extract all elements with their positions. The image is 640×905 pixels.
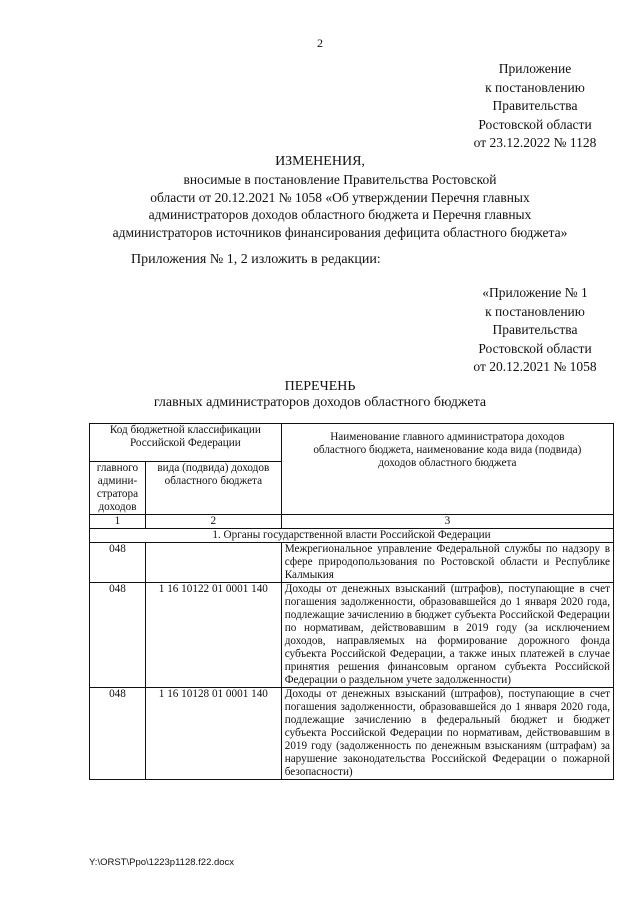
header-admin: главного админи-стратора доходов [90,462,146,515]
admin-code: 048 [90,583,146,688]
changes-line: администраторов источников финансирования дефицита областного бюджета» [112,224,568,240]
table-row [90,543,614,583]
appendix-line: от 23.12.2022 № 1128 [473,135,597,150]
header-code-group: Код бюджетной классификации Российской Федерации [90,424,282,462]
changes-line: вносимые в постановление Правительства Ростовской [183,172,497,187]
list-title: ПЕРЕЧЕНЬ [284,379,356,394]
col-number: 2 [145,515,281,529]
changes-line: администраторов доходов областного бюджета и Перечня главных [148,207,532,222]
changes-line: области от 20.12.2021 № 1058 «Об утверждении Перечня главных [150,189,530,205]
admin-code: 048 [90,543,146,583]
appendix1-line: Правительства [492,322,578,337]
section-row [90,529,614,543]
instruction-text: Приложения № 1, 2 изложить в редакции: [131,252,381,267]
table-header-row [90,424,614,462]
appendix1-line: к постановлению [485,303,585,319]
income-name: Доходы от денежных взысканий (штрафов), поступающие в счет погашения задолженности, образовавшейся до 1 января 2020 года, подлежащие зачислению в бюджет субъекта Российской Федерации по нормативам, действовавшим в 2019 году (за исключением доходов, направляемых на формирование дорожного фонда субъекта Российской Федерации, а также иных платежей в случае принятия решения финансовым органом субъекта Российской Федерации о раздельном учете задолженности) [281,583,613,688]
footer-file-path: Y:\ORST\Ppo\1223p1128.f22.docx [89,857,235,868]
table-row [90,688,614,780]
appendix1-line: «Приложение № 1 [482,285,588,300]
income-code [145,543,281,583]
header-kind: вида (подвида) доходов областного бюджета [145,462,281,515]
admin-code: 048 [90,688,146,780]
income-code: 1 16 10122 01 0001 140 [145,583,281,688]
appendix1-header [440,284,630,377]
section-title: 1. Органы государственной власти Российской Федерации [90,529,614,543]
administrators-table [89,423,614,780]
column-number-row [90,515,614,529]
appendix-header [440,60,630,153]
page-number: 2 [317,36,323,50]
changes-subtitle [60,171,620,241]
table-row [90,583,614,688]
appendix1-line: от 20.12.2021 № 1058 [473,359,597,374]
col-number: 3 [281,515,613,529]
changes-title: ИЗМЕНЕНИЯ, [275,154,365,169]
appendix-line: Приложение [498,61,572,76]
header-name: Наименование главного администратора доходов областного бюджета, наименование кода вида (подвида) доходов областного бюджета [281,424,613,515]
appendix1-line: Ростовской области [478,340,592,356]
col-number: 1 [90,515,146,529]
appendix-line: Ростовской области [478,116,592,132]
appendix-line: Правительства [492,98,578,113]
appendix-line: к постановлению [485,79,585,95]
list-subtitle: главных администраторов доходов областного бюджета [153,395,487,410]
income-name: Доходы от денежных взысканий (штрафов), поступающие в счет погашения задолженности, образовавшейся до 1 января 2020 года, подлежащие зачислению в федеральный бюджет и бюджет субъекта Российской Федерации по нормативам, действовавшим в 2019 году (задолженность по денежным взысканиям (штрафам) за нарушение законодательства Российской Федерации о пожарной безопасности) [281,688,613,780]
income-code: 1 16 10128 01 0001 140 [145,688,281,780]
income-name: Межрегиональное управление Федеральной службы по надзору в сфере природопользования по Ростовской области и Республике Калмыкия [281,543,613,583]
